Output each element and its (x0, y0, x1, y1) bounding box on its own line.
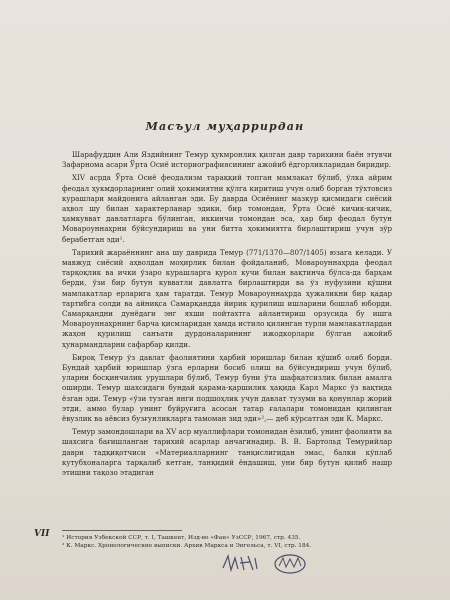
paragraph: Бироқ Темур ўз давлат фаолиятини ҳарбий юришлар билан қўшиб олиб борди. Бундай ҳарбий юришлар ўзга ерларни босиб олиш ва бўйсундириш учун бўлиб, уларни босқинчилик урушлари бўлиб, Темур буни ўта шафқатсизлик билан амалга оширди. Темур шахсидаги бундай қарама-қаршилик ҳақида Карл Маркс ўз вақтида ёзган эди. Темур «ўзи тузган янги подшоҳлик учун давлат тузуми ва қонунлар жорий этди, аммо булар унинг буйруғига асосан татар ғалалари томонидан қилинган ёвузлик ва аёвсиз бузғунликларга тамоман зид эди»²,— деб кўрсатган эди К. Маркс. (62, 352, 392, 424)
footnote: ¹ История Узбекской ССР, т. I, Ташкент, Изд-во «Фан» УзССР, 1967, стр. 435. (62, 535, 301, 541)
footnotes (62, 534, 392, 550)
paragraph: Шарафуддин Али Яздийнинг Темур ҳукмронлик қилган давр тарихини баён этувчи Зафарнома асари Ўрта Осиё историографиясининг ажойиб ёдгорликларидан биридир. (62, 150, 392, 170)
page-number: VII (34, 529, 50, 539)
paragraph: Тарихий жараённинг ана шу даврида Темур (771/1370—807/1405) юзага келади. У мавжуд сиёсий аҳволдан моҳирлик билан фойдаланиб, Мовароуннаҳрда феодал тарқоқлик ва ички ўзаро курашларга қурол кучи билан вақтинча бўлса-да барҳам берди, ўзи бир бутун кувватли давлатга бирлаштирди ва ўз нуфузини қўшни мамлакатлар ерларига ҳам таратди. Темур Мовароуннаҳрда ҳужаликни бир қадар тартибга солди ва айниқса Самарқандда йирик қурилиш ишларини бошлаб юборди. Самарқандни дунёдаги энг яхши пойтахтга айлантириш орзусида бу ишга Мовароуннаҳрнинг барча қисмларидан ҳамда истило қилинган турли мамлакатлардан жаҳон қурилиш санъати дурдоналарининг ижодкорлари бўлган ажойиб ҳунармандларни сафарбар қилди. (62, 247, 392, 349)
footnote-divider (62, 530, 182, 531)
body-text (62, 150, 392, 481)
page-title: Масъул муҳаррирдан (145, 120, 305, 133)
library-stamp-icon (272, 552, 308, 576)
footnote: ² К. Маркс. Хронологические выписки. Архив Маркса и Энгельса, т. VI, стр. 184. (62, 543, 312, 549)
library-stamp-icon (220, 552, 260, 576)
paragraph: XIV асрда Ўрта Осиё феодализм тараққий топган мамлакат бўлиб, ўлка айрим феодал ҳукмдорларнинг олий ҳокимиятни қўлга киритиш учун олиб борган тўхтовсиз курашлари майдонига айланган эди. Бу даврда Осиёнинг мазкур қисмидаги сиёсий аҳвол шу билан характерланар эдики, бир томондан, Ўрта Осиё кичик-кичик, ҳамкувват давлатларга бўлинган, иккинчи томондан эса, ҳар бир феодал бутун Мовароуннаҳрни бўйсундириш ва уни битта ҳокимиятга бирлаштириш учун зўр берабетган эди¹. (62, 173, 392, 244)
paragraph: Темур замондошлари ва XV аср муаллифлари томонидан ёзилиб, унинг фаолияти ва шахсига бағишланган тарихий асарлар анчагинадир. В. В. Бартольд Темурийлар даври тадқиқотчиси «Материалларнинг танқислигидан эмас, балки кўплаб кутубхоналарга тарқалиб кетган, танқидий ёндашиш, уни бир бутун қилиб нашр этишни тақозо этадиган (62, 427, 392, 478)
